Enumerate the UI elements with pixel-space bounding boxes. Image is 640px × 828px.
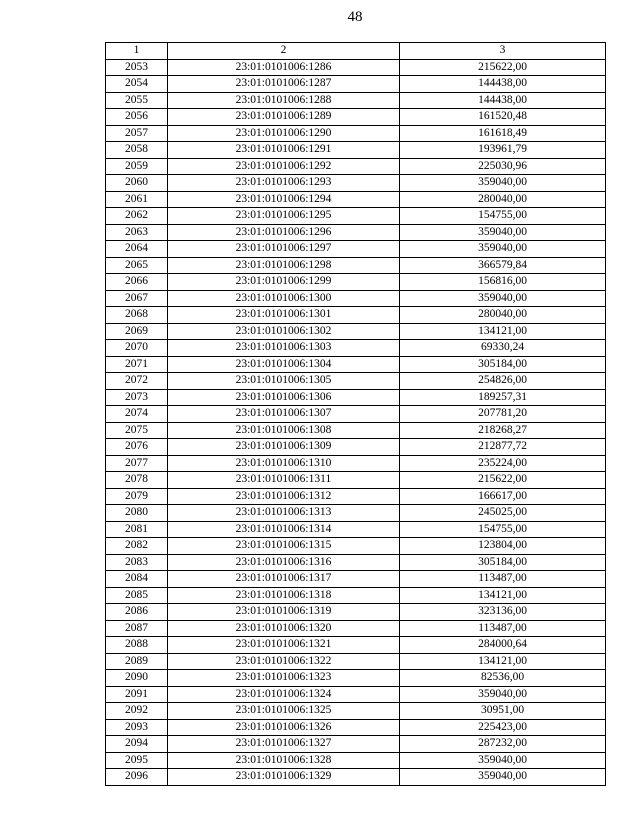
table-row — [106, 719, 606, 736]
table-row — [106, 241, 606, 258]
row-number-cell: 2083 — [106, 554, 168, 571]
table-row — [106, 224, 606, 241]
value-cell: 215622,00 — [400, 472, 606, 489]
value-cell: 359040,00 — [400, 769, 606, 786]
row-number-cell: 2073 — [106, 389, 168, 406]
value-cell: 359040,00 — [400, 686, 606, 703]
cadastral-number-cell: 23:01:0101006:1294 — [168, 191, 400, 208]
cadastral-number-cell: 23:01:0101006:1328 — [168, 752, 400, 769]
row-number-cell: 2089 — [106, 653, 168, 670]
table-row — [106, 439, 606, 456]
table-row — [106, 571, 606, 588]
cadastral-number-cell: 23:01:0101006:1329 — [168, 769, 400, 786]
cadastral-number-cell: 23:01:0101006:1308 — [168, 422, 400, 439]
data-table — [105, 42, 606, 786]
table-row — [106, 406, 606, 423]
cadastral-number-cell: 23:01:0101006:1305 — [168, 373, 400, 390]
row-number-cell: 2058 — [106, 142, 168, 159]
column-header-3: 3 — [400, 43, 606, 60]
row-number-cell: 2090 — [106, 670, 168, 687]
cadastral-number-cell: 23:01:0101006:1307 — [168, 406, 400, 423]
value-cell: 305184,00 — [400, 356, 606, 373]
row-number-cell: 2060 — [106, 175, 168, 192]
value-cell: 113487,00 — [400, 620, 606, 637]
value-cell: 82536,00 — [400, 670, 606, 687]
row-number-cell: 2094 — [106, 736, 168, 753]
cadastral-number-cell: 23:01:0101006:1324 — [168, 686, 400, 703]
cadastral-number-cell: 23:01:0101006:1316 — [168, 554, 400, 571]
value-cell: 156816,00 — [400, 274, 606, 291]
cadastral-number-cell: 23:01:0101006:1292 — [168, 158, 400, 175]
row-number-cell: 2079 — [106, 488, 168, 505]
row-number-cell: 2062 — [106, 208, 168, 225]
row-number-cell: 2072 — [106, 373, 168, 390]
cadastral-number-cell: 23:01:0101006:1287 — [168, 76, 400, 93]
value-cell: 280040,00 — [400, 307, 606, 324]
table-row — [106, 604, 606, 621]
value-cell: 287232,00 — [400, 736, 606, 753]
row-number-cell: 2080 — [106, 505, 168, 522]
value-cell: 245025,00 — [400, 505, 606, 522]
value-cell: 235224,00 — [400, 455, 606, 472]
table-row — [106, 752, 606, 769]
value-cell: 154755,00 — [400, 208, 606, 225]
value-cell: 144438,00 — [400, 76, 606, 93]
value-cell: 134121,00 — [400, 323, 606, 340]
table-row — [106, 175, 606, 192]
value-cell: 359040,00 — [400, 224, 606, 241]
cadastral-number-cell: 23:01:0101006:1321 — [168, 637, 400, 654]
table-row — [106, 208, 606, 225]
row-number-cell: 2076 — [106, 439, 168, 456]
cadastral-number-cell: 23:01:0101006:1290 — [168, 125, 400, 142]
cadastral-number-cell: 23:01:0101006:1326 — [168, 719, 400, 736]
row-number-cell: 2065 — [106, 257, 168, 274]
value-cell: 166617,00 — [400, 488, 606, 505]
cadastral-number-cell: 23:01:0101006:1300 — [168, 290, 400, 307]
row-number-cell: 2095 — [106, 752, 168, 769]
row-number-cell: 2066 — [106, 274, 168, 291]
cadastral-number-cell: 23:01:0101006:1303 — [168, 340, 400, 357]
table-row — [106, 538, 606, 555]
row-number-cell: 2068 — [106, 307, 168, 324]
cadastral-number-cell: 23:01:0101006:1319 — [168, 604, 400, 621]
cadastral-number-cell: 23:01:0101006:1312 — [168, 488, 400, 505]
cadastral-number-cell: 23:01:0101006:1296 — [168, 224, 400, 241]
value-cell: 280040,00 — [400, 191, 606, 208]
value-cell: 189257,31 — [400, 389, 606, 406]
table-row — [106, 290, 606, 307]
table-row — [106, 521, 606, 538]
cadastral-number-cell: 23:01:0101006:1318 — [168, 587, 400, 604]
value-cell: 123804,00 — [400, 538, 606, 555]
row-number-cell: 2061 — [106, 191, 168, 208]
table-row — [106, 191, 606, 208]
cadastral-number-cell: 23:01:0101006:1291 — [168, 142, 400, 159]
table-row — [106, 422, 606, 439]
cadastral-number-cell: 23:01:0101006:1310 — [168, 455, 400, 472]
value-cell: 207781,20 — [400, 406, 606, 423]
value-cell: 284000,64 — [400, 637, 606, 654]
value-cell: 193961,79 — [400, 142, 606, 159]
row-number-cell: 2085 — [106, 587, 168, 604]
row-number-cell: 2064 — [106, 241, 168, 258]
cadastral-number-cell: 23:01:0101006:1313 — [168, 505, 400, 522]
table-row — [106, 125, 606, 142]
row-number-cell: 2092 — [106, 703, 168, 720]
row-number-cell: 2078 — [106, 472, 168, 489]
row-number-cell: 2067 — [106, 290, 168, 307]
row-number-cell: 2074 — [106, 406, 168, 423]
cadastral-number-cell: 23:01:0101006:1323 — [168, 670, 400, 687]
table-body — [106, 59, 606, 785]
row-number-cell: 2070 — [106, 340, 168, 357]
table-row — [106, 356, 606, 373]
cadastral-number-cell: 23:01:0101006:1304 — [168, 356, 400, 373]
value-cell: 215622,00 — [400, 59, 606, 76]
cadastral-number-cell: 23:01:0101006:1327 — [168, 736, 400, 753]
column-header-2: 2 — [168, 43, 400, 60]
row-number-cell: 2056 — [106, 109, 168, 126]
value-cell: 305184,00 — [400, 554, 606, 571]
table-row — [106, 274, 606, 291]
cadastral-number-cell: 23:01:0101006:1322 — [168, 653, 400, 670]
table-row — [106, 505, 606, 522]
row-number-cell: 2069 — [106, 323, 168, 340]
row-number-cell: 2088 — [106, 637, 168, 654]
cadastral-number-cell: 23:01:0101006:1293 — [168, 175, 400, 192]
row-number-cell: 2071 — [106, 356, 168, 373]
value-cell: 134121,00 — [400, 653, 606, 670]
table-row — [106, 307, 606, 324]
value-cell: 359040,00 — [400, 752, 606, 769]
table-row — [106, 389, 606, 406]
row-number-cell: 2093 — [106, 719, 168, 736]
table-row — [106, 554, 606, 571]
row-number-cell: 2075 — [106, 422, 168, 439]
page-number: 48 — [347, 9, 363, 25]
row-number-cell: 2059 — [106, 158, 168, 175]
cadastral-number-cell: 23:01:0101006:1315 — [168, 538, 400, 555]
value-cell: 30951,00 — [400, 703, 606, 720]
table-row — [106, 637, 606, 654]
table-row — [106, 109, 606, 126]
table-row — [106, 76, 606, 93]
row-number-cell: 2082 — [106, 538, 168, 555]
cadastral-number-cell: 23:01:0101006:1288 — [168, 92, 400, 109]
row-number-cell: 2081 — [106, 521, 168, 538]
row-number-cell: 2055 — [106, 92, 168, 109]
cadastral-number-cell: 23:01:0101006:1317 — [168, 571, 400, 588]
cadastral-number-cell: 23:01:0101006:1325 — [168, 703, 400, 720]
row-number-cell: 2091 — [106, 686, 168, 703]
value-cell: 161618,49 — [400, 125, 606, 142]
cadastral-number-cell: 23:01:0101006:1297 — [168, 241, 400, 258]
cadastral-number-cell: 23:01:0101006:1301 — [168, 307, 400, 324]
table-row — [106, 323, 606, 340]
cadastral-number-cell: 23:01:0101006:1286 — [168, 59, 400, 76]
row-number-cell: 2063 — [106, 224, 168, 241]
table-row — [106, 488, 606, 505]
value-cell: 113487,00 — [400, 571, 606, 588]
cadastral-number-cell: 23:01:0101006:1309 — [168, 439, 400, 456]
cadastral-number-cell: 23:01:0101006:1302 — [168, 323, 400, 340]
cadastral-number-cell: 23:01:0101006:1306 — [168, 389, 400, 406]
value-cell: 144438,00 — [400, 92, 606, 109]
cadastral-number-cell: 23:01:0101006:1320 — [168, 620, 400, 637]
value-cell: 161520,48 — [400, 109, 606, 126]
value-cell: 154755,00 — [400, 521, 606, 538]
value-cell: 225423,00 — [400, 719, 606, 736]
row-number-cell: 2054 — [106, 76, 168, 93]
cadastral-number-cell: 23:01:0101006:1314 — [168, 521, 400, 538]
column-header-1: 1 — [106, 43, 168, 60]
cadastral-number-cell: 23:01:0101006:1295 — [168, 208, 400, 225]
table-row — [106, 158, 606, 175]
table-row — [106, 653, 606, 670]
value-cell: 323136,00 — [400, 604, 606, 621]
value-cell: 359040,00 — [400, 175, 606, 192]
row-number-cell: 2053 — [106, 59, 168, 76]
value-cell: 218268,27 — [400, 422, 606, 439]
value-cell: 359040,00 — [400, 241, 606, 258]
row-number-cell: 2096 — [106, 769, 168, 786]
cadastral-number-cell: 23:01:0101006:1289 — [168, 109, 400, 126]
table-header-row — [106, 43, 606, 60]
cadastral-number-cell: 23:01:0101006:1298 — [168, 257, 400, 274]
table-row — [106, 472, 606, 489]
row-number-cell: 2084 — [106, 571, 168, 588]
table-row — [106, 92, 606, 109]
table-row — [106, 670, 606, 687]
table-row — [106, 686, 606, 703]
cadastral-number-cell: 23:01:0101006:1299 — [168, 274, 400, 291]
value-cell: 69330,24 — [400, 340, 606, 357]
table-row — [106, 340, 606, 357]
value-cell: 212877,72 — [400, 439, 606, 456]
row-number-cell: 2087 — [106, 620, 168, 637]
table-row — [106, 373, 606, 390]
table-row — [106, 620, 606, 637]
row-number-cell: 2086 — [106, 604, 168, 621]
table-row — [106, 769, 606, 786]
value-cell: 359040,00 — [400, 290, 606, 307]
table-row — [106, 455, 606, 472]
table-row — [106, 703, 606, 720]
value-cell: 134121,00 — [400, 587, 606, 604]
row-number-cell: 2057 — [106, 125, 168, 142]
table-row — [106, 257, 606, 274]
cadastral-number-cell: 23:01:0101006:1311 — [168, 472, 400, 489]
table-row — [106, 59, 606, 76]
value-cell: 225030,96 — [400, 158, 606, 175]
row-number-cell: 2077 — [106, 455, 168, 472]
table-row — [106, 587, 606, 604]
table-row — [106, 142, 606, 159]
table-row — [106, 736, 606, 753]
value-cell: 254826,00 — [400, 373, 606, 390]
value-cell: 366579,84 — [400, 257, 606, 274]
